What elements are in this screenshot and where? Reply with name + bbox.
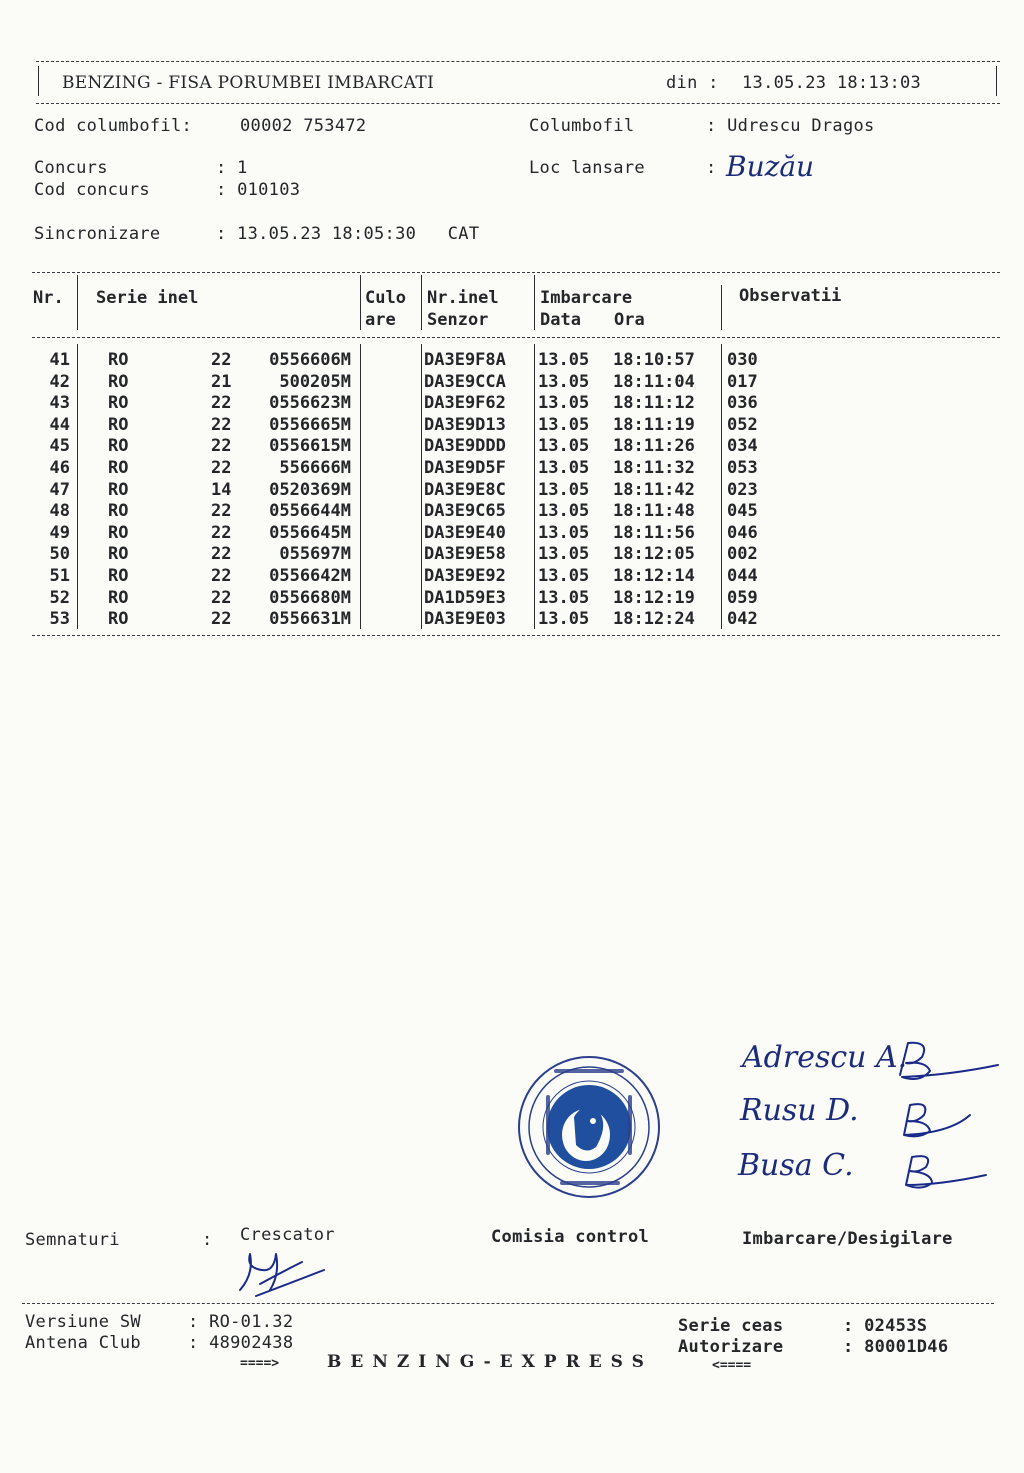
cell-observatii: 053 [727,458,758,478]
brand-arrow-left: ====> [240,1356,280,1371]
cell-date: 13.05 [538,566,590,586]
cell-nr: 50 [49,544,70,565]
col-divider-culoare [421,275,422,330]
cell-date: 13.05 [538,350,590,370]
cell-time: 18:12:19 [613,587,695,608]
cell-ring: 0556631M [269,609,351,630]
cell-time: 18:11:26 [613,436,695,457]
semnaturi-label: Semnaturi [25,1230,120,1250]
autorizare-value: : 80001D46 [843,1337,949,1357]
cell-year: 14 [211,479,232,500]
cell-ring: 0556606M [269,350,351,370]
cell-year: 22 [211,436,232,457]
handwritten-name-1: Adrescu A. [742,1040,908,1075]
table-bottom-rule [32,635,1000,636]
versiune-sw-label: Versiune SW [25,1312,141,1332]
cell-year: 22 [211,393,232,414]
cod-concurs-label: Cod concurs [34,180,150,200]
cell-ring: 0556644M [269,501,351,522]
loc-lansare-sep: : [706,158,717,178]
sincronizare-label: Sincronizare [34,224,161,244]
columbofil-value: : Udrescu Dragos [706,116,875,136]
cell-year: 22 [211,458,232,478]
cell-date: 13.05 [538,393,590,414]
table-row [0,566,1024,588]
cell-date: 13.05 [538,587,590,608]
handwritten-name-3: Busa C. [738,1148,854,1183]
cell-date: 13.05 [538,414,590,435]
cell-date: 13.05 [538,501,590,522]
cell-sensor: DA3E9F62 [424,393,506,414]
cell-sensor: DA3E9CCA [424,371,506,392]
table-row [0,544,1024,566]
stamp-seal-icon [514,1055,664,1200]
cell-year: 22 [211,587,232,608]
concurs-value: : 1 [216,158,248,178]
table-row [0,415,1024,437]
col-header-data: Data [540,310,581,330]
cell-nr: 52 [49,587,70,608]
loc-lansare-label: Loc lansare [529,158,645,178]
cell-time: 18:12:14 [613,566,695,586]
loc-lansare-handwritten: Buzău [726,150,815,183]
cell-country: RO [108,371,129,392]
serie-ceas-value: : 02453S [843,1316,928,1336]
cell-year: 22 [211,609,232,630]
cod-columbofil-label: Cod columbofil: [34,116,193,136]
semnaturi-sep: : [202,1230,213,1250]
crescator-signature [232,1244,332,1300]
cell-country: RO [108,566,129,586]
footer-top-rule [22,1303,994,1304]
cell-nr: 51 [49,566,70,586]
cell-date: 13.05 [538,371,590,392]
cell-country: RO [108,522,129,543]
cell-sensor: DA3E9E58 [424,544,506,565]
cell-time: 18:11:56 [613,522,695,543]
cell-country: RO [108,458,129,478]
col-header-nr-inel-1: Nr.inel [427,288,499,308]
columbofil-label: Columbofil [529,116,635,136]
cell-time: 18:11:42 [613,479,695,500]
cell-date: 13.05 [538,479,590,500]
cell-sensor: DA3E9F8A [424,350,506,370]
table-row [0,436,1024,458]
cell-sensor: DA3E9DDD [424,436,506,457]
print-date-value: 13.05.23 18:13:03 [742,73,922,93]
col-divider-imbarcare [721,285,722,330]
col-header-observatii: Observatii [739,286,842,306]
cell-time: 18:11:12 [613,393,695,414]
cell-year: 22 [211,522,232,543]
cell-year: 21 [211,371,232,392]
serie-ceas-label: Serie ceas [678,1316,784,1336]
cell-date: 13.05 [538,522,590,543]
cell-nr: 45 [49,436,70,457]
cell-country: RO [108,479,129,500]
cell-country: RO [108,350,129,370]
imbarcare-desigilare-label: Imbarcare/Desigilare [742,1229,953,1249]
cell-ring: 0556645M [269,522,351,543]
cod-columbofil-value: 00002 753472 [240,116,367,136]
sincronizare-value: : 13.05.23 18:05:30 CAT [216,224,480,244]
table-row [0,480,1024,502]
cell-nr: 46 [49,458,70,478]
comisia-control-label: Comisia control [491,1227,650,1247]
header-right-border [996,66,997,96]
cell-ring: 055697M [279,544,351,565]
cell-sensor: DA3E9D13 [424,414,506,435]
cell-country: RO [108,587,129,608]
table-row [0,609,1024,631]
print-date-label: din : [666,73,719,93]
cell-ring: 500205M [279,371,351,392]
table-header-rule [32,337,1000,338]
cell-nr: 48 [49,501,70,522]
cell-ring: 0556680M [269,587,351,608]
cell-year: 22 [211,501,232,522]
cell-country: RO [108,501,129,522]
col-header-ora: Ora [614,310,645,330]
cell-sensor: DA3E9E40 [424,522,506,543]
cell-sensor: DA3E9E92 [424,566,506,586]
table-row [0,372,1024,394]
table-row [0,350,1024,372]
antena-club-label: Antena Club [25,1333,141,1353]
cell-observatii: 045 [727,501,758,522]
cell-time: 18:11:04 [613,371,695,392]
cell-sensor: DA3E9E03 [424,609,506,630]
cell-observatii: 059 [727,587,758,608]
header-left-border [38,66,39,96]
cell-observatii: 002 [727,544,758,565]
col-divider-nr [77,275,78,330]
cell-ring: 0520369M [269,479,351,500]
cell-ring: 556666M [279,458,351,478]
col-header-culoare-2: are [365,310,396,330]
concurs-label: Concurs [34,158,108,178]
cell-sensor: DA1D59E3 [424,587,506,608]
cod-concurs-value: : 010103 [216,180,301,200]
col-header-serie-inel: Serie inel [96,288,199,308]
header-top-rule [36,61,1000,62]
cell-country: RO [108,609,129,630]
cell-observatii: 042 [727,609,758,630]
cell-country: RO [108,544,129,565]
cell-nr: 41 [49,350,70,370]
cell-observatii: 023 [727,479,758,500]
cell-nr: 43 [49,393,70,414]
cell-year: 22 [211,566,232,586]
cell-country: RO [108,436,129,457]
cell-time: 18:11:19 [613,414,695,435]
cell-observatii: 052 [727,414,758,435]
cell-ring: 0556642M [269,566,351,586]
brand-arrow-right: <==== [712,1358,752,1373]
table-top-rule [32,272,1000,273]
cell-country: RO [108,393,129,414]
cell-sensor: DA3E9C65 [424,501,506,522]
cell-observatii: 036 [727,393,758,414]
document-title: BENZING - FISA PORUMBEI IMBARCATI [62,73,435,93]
cell-date: 13.05 [538,609,590,630]
cell-date: 13.05 [538,458,590,478]
cell-observatii: 044 [727,566,758,586]
crescator-label: Crescator [240,1225,335,1245]
cell-date: 13.05 [538,544,590,565]
cell-time: 18:11:48 [613,501,695,522]
table-row [0,588,1024,610]
autorizare-label: Autorizare [678,1337,784,1357]
cell-observatii: 046 [727,522,758,543]
cell-time: 18:12:05 [613,544,695,565]
versiune-sw-value: : RO-01.32 [188,1312,294,1332]
cell-time: 18:12:24 [613,609,695,630]
table-row [0,393,1024,415]
brand-banner: BENZING-EXPRESS [327,1352,653,1372]
cell-date: 13.05 [538,436,590,457]
cell-time: 18:10:57 [613,350,695,370]
header-bottom-rule [36,103,1000,104]
cell-ring: 0556665M [269,414,351,435]
cell-nr: 49 [49,522,70,543]
col-header-culoare-1: Culo [365,288,406,308]
cell-year: 22 [211,414,232,435]
cell-observatii: 017 [727,371,758,392]
cell-nr: 47 [49,479,70,500]
cell-year: 22 [211,544,232,565]
cell-observatii: 034 [727,436,758,457]
cell-sensor: DA3E9E8C [424,479,506,500]
cell-ring: 0556623M [269,393,351,414]
table-row [0,523,1024,545]
club-stamp [495,1036,645,1181]
cell-time: 18:11:32 [613,458,695,478]
handwritten-name-2: Rusu D. [740,1093,859,1128]
col-header-nr: Nr. [33,288,64,308]
col-header-nr-inel-2: Senzor [427,310,489,330]
col-header-imbarcare: Imbarcare [540,288,633,308]
table-row [0,458,1024,480]
cell-observatii: 030 [727,350,758,370]
committee-initials-signatures [890,1035,1010,1200]
col-divider-serie [360,275,361,330]
cell-ring: 0556615M [269,436,351,457]
cell-nr: 53 [49,609,70,630]
cell-year: 22 [211,350,232,370]
cell-country: RO [108,414,129,435]
cell-sensor: DA3E9D5F [424,458,506,478]
col-divider-senzor [534,275,535,330]
antena-club-value: : 48902438 [188,1333,294,1353]
table-row [0,501,1024,523]
cell-nr: 42 [49,371,70,392]
cell-nr: 44 [49,414,70,435]
